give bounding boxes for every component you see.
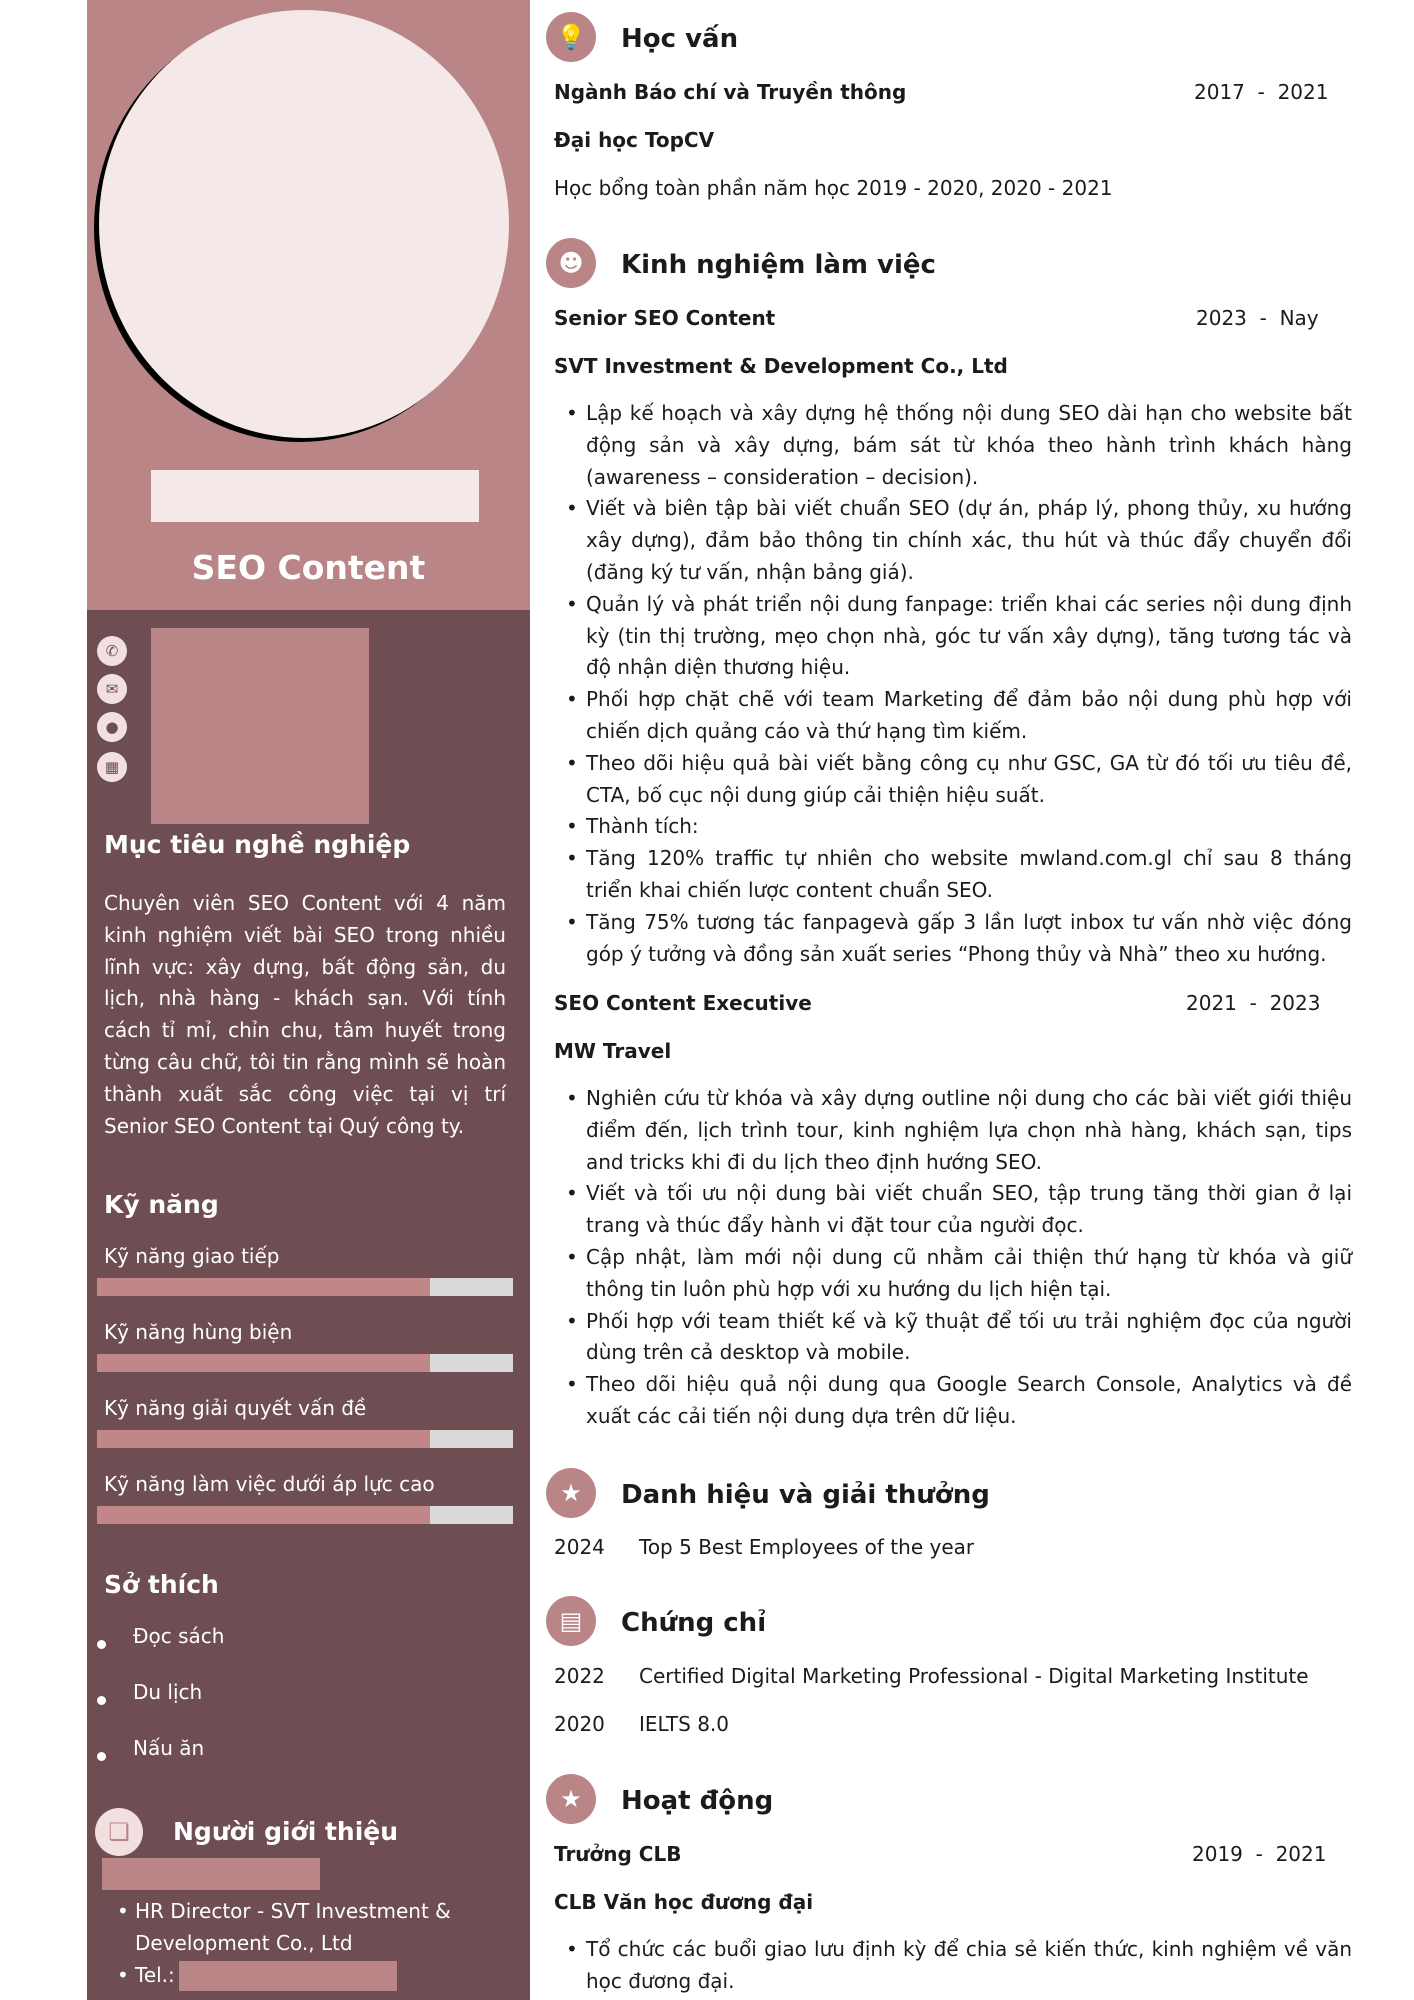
job-dates: 2023 - Nay: [1196, 306, 1319, 330]
skill-bar: [97, 1278, 513, 1296]
activities-heading: Hoạt động: [621, 1786, 774, 1816]
hobby-item: Nấu ăn: [133, 1736, 205, 1760]
bullet-item: • Viết và tối ưu nội dung bài viết chuẩn SEO, tập trung tăng thời gian ở lại trang và thúc đẩy hành vi đặt tour của người đọc.: [566, 1178, 1352, 1242]
hobby-item: Du lịch: [133, 1680, 203, 1704]
referee-heading: Người giới thiệu: [173, 1817, 399, 1846]
certificate-year: 2020: [554, 1712, 605, 1736]
skill-bar: [97, 1430, 513, 1448]
job-dates: 2021 - 2023: [1186, 991, 1321, 1015]
referee-name-placeholder: [102, 1858, 320, 1890]
bullet-item: • Lập kế hoạch và xây dựng hệ thống nội dung SEO dài hạn cho website bất động sản và xây dựng, bám sát từ khóa theo hành trình khách hàng (awareness – consideration – decision).: [566, 398, 1352, 493]
avatar: [99, 10, 509, 438]
bullet-item: • Quản lý và phát triển nội dung fanpage: triển khai các series nội dung định kỳ (tin thị trường, mẹo chọn nhà, góc tư vấn xây dựng), tăng tương tác và độ nhận diện thương hiệu.: [566, 589, 1352, 684]
education-major: Ngành Báo chí và Truyền thông: [554, 80, 907, 104]
skill-bar: [97, 1354, 513, 1372]
skill-bar-fill: [97, 1278, 430, 1296]
skill-bar-fill: [97, 1430, 430, 1448]
bullet-item: • Theo dõi hiệu quả bài viết bằng công cụ như GSC, GA từ đó tối ưu tiêu đề, CTA, bố cục nội dung giúp cải thiện hiệu suất.: [566, 748, 1352, 812]
skills-heading: Kỹ năng: [104, 1190, 219, 1219]
hobby-bullet: [97, 1696, 106, 1705]
certificate-text: Certified Digital Marketing Professional - Digital Marketing Institute: [639, 1664, 1309, 1688]
bullet-item: • Tổ chức các buổi giao lưu định kỳ để chia sẻ kiến thức, kinh nghiệm về văn học đương đại.: [566, 1934, 1352, 1998]
education-school: Đại học TopCV: [554, 128, 715, 152]
name-placeholder: [151, 470, 479, 522]
bullet-item: • Thành tích:: [566, 811, 1352, 843]
referee-tel: • Tel.:: [117, 1960, 497, 1992]
tel-placeholder: [179, 1961, 397, 1991]
skill-label: Kỹ năng hùng biện: [104, 1320, 293, 1344]
phone-icon: ✆: [97, 636, 127, 666]
referee-details: [117, 1896, 497, 1991]
experience-heading: Kinh nghiệm làm việc: [621, 250, 936, 280]
star-icon: ★: [546, 1774, 596, 1824]
page-margin: [0, 0, 87, 2000]
certificate-icon: ▤: [546, 1596, 596, 1646]
main-content: [530, 0, 1414, 2000]
skill-label: Kỹ năng giao tiếp: [104, 1244, 280, 1268]
hobby-bullet: [97, 1640, 106, 1649]
skill-bar-fill: [97, 1354, 430, 1372]
users-icon: ☻: [546, 238, 596, 288]
email-icon: ✉: [97, 674, 127, 704]
award-text: Top 5 Best Employees of the year: [639, 1535, 975, 1559]
skill-bar-fill: [97, 1506, 430, 1524]
calendar-icon: ▦: [97, 752, 127, 782]
job-title: SEO Content Executive: [554, 991, 812, 1015]
job-title: SEO Content: [191, 548, 426, 587]
skill-label: Kỹ năng làm việc dưới áp lực cao: [104, 1472, 435, 1496]
bullet-item: • Tăng 75% tương tác fanpagevà gấp 3 lần lượt inbox tư vấn nhờ việc đóng góp ý tưởng và đồng sản xuất series “Phong thủy và Nhà” theo xu hướng.: [566, 907, 1352, 971]
activity-bullets: [566, 1934, 1352, 1998]
skill-label: Kỹ năng giải quyết vấn đề: [104, 1396, 367, 1420]
trophy-icon: ★: [546, 1468, 596, 1518]
objective-heading: Mục tiêu nghề nghiệp: [104, 830, 411, 859]
education-dates: 2017 - 2021: [1194, 80, 1329, 104]
sidebar: [87, 0, 530, 2000]
award-year: 2024: [554, 1535, 605, 1559]
job-bullets: [566, 398, 1352, 970]
objective-text: Chuyên viên SEO Content với 4 năm kinh nghiệm viết bài SEO trong nhiều lĩnh vực: xây dựng, bất động sản, du lịch, nhà hàng - khách sạn. Với tính cách tỉ mỉ, chỉn chu, tâm huyết trong từng câu chữ, tôi tin rằng mình sẽ hoàn thành xuất sắc công việc tại vị trí Senior SEO Content tại Quý công ty.: [104, 891, 506, 1138]
certificate-text: IELTS 8.0: [639, 1712, 729, 1736]
skill-bar: [97, 1506, 513, 1524]
job-bullets: [566, 1083, 1352, 1433]
activity-club: CLB Văn học đương đại: [554, 1890, 814, 1914]
bullet-item: • Phối hợp với team thiết kế và kỹ thuật để tối ưu trải nghiệm đọc của người dùng trên cả desktop và mobile.: [566, 1306, 1352, 1370]
bullet-item: • Phối hợp chặt chẽ với team Marketing để đảm bảo nội dung phù hợp với chiến dịch quảng cáo và thứ hạng tìm kiếm.: [566, 684, 1352, 748]
awards-heading: Danh hiệu và giải thưởng: [621, 1480, 990, 1510]
activity-dates: 2019 - 2021: [1192, 1842, 1327, 1866]
lightbulb-icon: 💡: [546, 12, 596, 62]
bookmark-icon: ❏: [95, 1808, 143, 1856]
certificate-year: 2022: [554, 1664, 605, 1688]
hobbies-heading: Sở thích: [104, 1570, 219, 1599]
education-heading: Học vấn: [621, 24, 739, 54]
job-company: MW Travel: [554, 1039, 672, 1063]
location-icon: ●: [97, 712, 127, 742]
certificates-heading: Chứng chỉ: [621, 1608, 767, 1638]
contact-info-placeholder: [151, 628, 369, 824]
bullet-item: • Tăng 120% traffic tự nhiên cho website mwland.com.gl chỉ sau 8 tháng triển khai chiến lược content chuẩn SEO.: [566, 843, 1352, 907]
bullet-item: • Viết và biên tập bài viết chuẩn SEO (dự án, pháp lý, phong thủy, xu hướng xây dựng), đảm bảo thông tin chính xác, thu hút và thúc đẩy chuyển đổi (đăng ký tư vấn, nhận bảng giá).: [566, 493, 1352, 588]
hobby-item: Đọc sách: [133, 1624, 225, 1648]
bullet-item: • Cập nhật, làm mới nội dung cũ nhằm cải thiện thứ hạng từ khóa và giữ thông tin luôn phù hợp với xu hướng du lịch hiện tại.: [566, 1242, 1352, 1306]
hobby-bullet: [97, 1752, 106, 1761]
activity-role: Trưởng CLB: [554, 1842, 682, 1866]
education-note: Học bổng toàn phần năm học 2019 - 2020, 2020 - 2021: [554, 176, 1113, 200]
bullet-item: • Nghiên cứu từ khóa và xây dựng outline nội dung cho các bài viết giới thiệu điểm đến, lịch trình tour, kinh nghiệm lựa chọn nhà hàng, khách sạn, tips and tricks khi đi du lịch theo định hướng SEO.: [566, 1083, 1352, 1178]
bullet-item: • Theo dõi hiệu quả nội dung qua Google Search Console, Analytics và đề xuất các cải tiến nội dung dựa trên dữ liệu.: [566, 1369, 1352, 1433]
job-title: Senior SEO Content: [554, 306, 776, 330]
sidebar-header: [87, 0, 530, 610]
job-company: SVT Investment & Development Co., Ltd: [554, 354, 1008, 378]
referee-position: • HR Director - SVT Investment & Development Co., Ltd: [117, 1896, 497, 1960]
